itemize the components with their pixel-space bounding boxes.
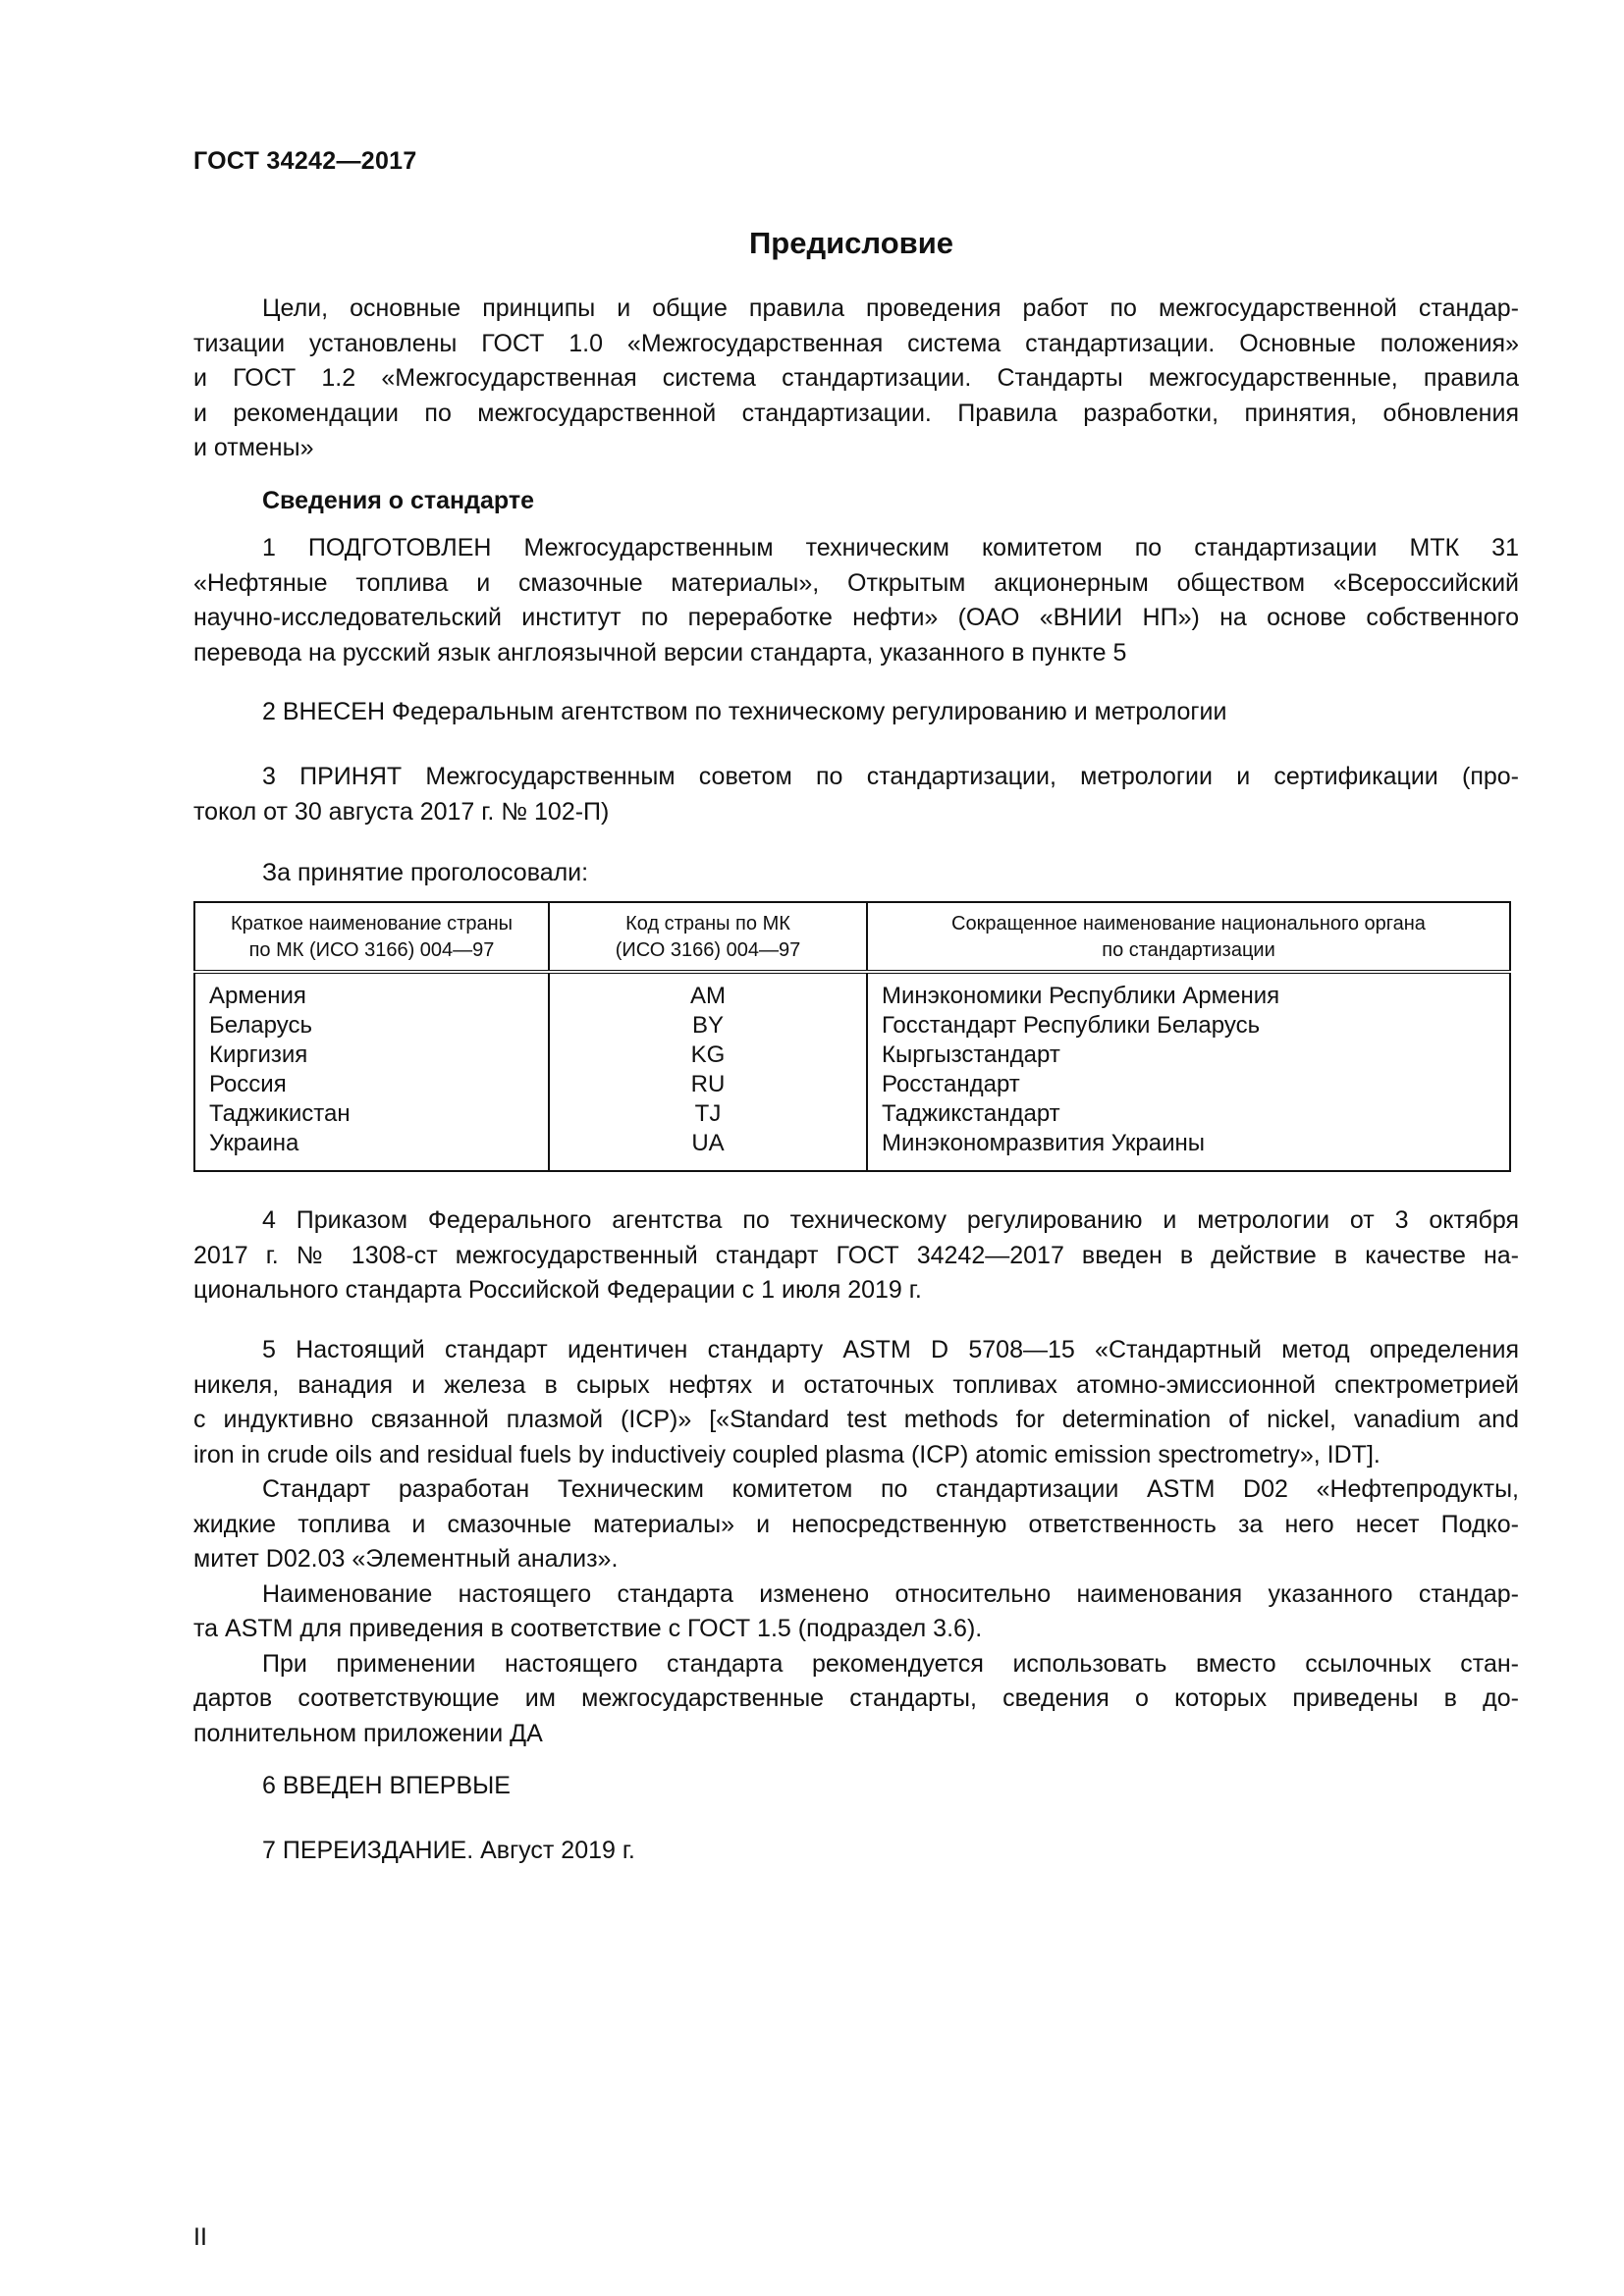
country-cell: Украина bbox=[194, 1129, 549, 1171]
country-cell: Киргизия bbox=[194, 1041, 549, 1070]
votes-intro bbox=[193, 856, 1519, 891]
text-line: iron in crude oils and residual fuels by inductiveiy coupled plasma (ICP) atomic emission spectrometry», IDT]. bbox=[193, 1440, 1380, 1468]
text-line: Наименование настоящего стандарта изменено относительно наименования указанного стандар- bbox=[262, 1579, 1519, 1608]
text-line: токол от 30 августа 2017 г. № 102-П) bbox=[193, 797, 610, 826]
column-header-country: Краткое наименование страны по МК (ИСО 3166) 004—97 bbox=[194, 902, 549, 972]
text-line: никеля, ванадия и железа в сырых нефтях и остаточных топливах атомно-эмиссионной спектрометрией bbox=[193, 1370, 1519, 1399]
column-header-body: Сокращенное наименование национального органа по стандартизации bbox=[867, 902, 1510, 972]
table-row bbox=[194, 1129, 1510, 1171]
text-line: «Нефтяные топлива и смазочные материалы», Открытым акционерным обществом «Всероссийский bbox=[193, 568, 1519, 597]
item-4-paragraph bbox=[193, 1203, 1519, 1308]
text-line: и рекомендации по межгосударственной стандартизации. Правила разработки, принятия, обновления bbox=[193, 399, 1519, 427]
intro-paragraph bbox=[193, 292, 1519, 466]
text-line: та ASTM для приведения в соответствие с ГОСТ 1.5 (подраздел 3.6). bbox=[193, 1615, 983, 1642]
code-cell: KG bbox=[549, 1041, 867, 1070]
table-row bbox=[194, 1011, 1510, 1041]
text-line: 2017 г. № 1308-ст межгосударственный стандарт ГОСТ 34242—2017 введен в действие в качестве на- bbox=[193, 1241, 1519, 1269]
page-number: II bbox=[193, 2223, 207, 2251]
text-line: 3 ПРИНЯТ Межгосударственным советом по стандартизации, метрологии и сертификации (про- bbox=[262, 763, 1519, 790]
country-cell: Беларусь bbox=[194, 1011, 549, 1041]
table-row bbox=[194, 1099, 1510, 1129]
country-cell: Россия bbox=[194, 1070, 549, 1099]
item-3-paragraph bbox=[193, 760, 1519, 829]
body-cell: Росстандарт bbox=[867, 1070, 1510, 1099]
item-6-paragraph bbox=[193, 1769, 1519, 1804]
text-line: 2 ВНЕСЕН Федеральным агентством по техническому регулированию и метрологии bbox=[262, 698, 1227, 725]
table-row bbox=[194, 1041, 1510, 1070]
page-title: Предисловие bbox=[748, 226, 953, 260]
text-line: 5 Настоящий стандарт идентичен стандарту ASTM D 5708—15 «Стандартный метод определения bbox=[262, 1336, 1519, 1363]
code-cell: BY bbox=[549, 1011, 867, 1041]
country-cell: Таджикистан bbox=[194, 1099, 549, 1129]
text-line: ционального стандарта Российской Федерации с 1 июля 2019 г. bbox=[193, 1276, 922, 1304]
text-line: жидкие топлива и смазочные материалы» и непосредственную ответственность за него несет Подко- bbox=[193, 1510, 1519, 1538]
body-cell: Таджикстандарт bbox=[867, 1099, 1510, 1129]
section-subheading: Сведения о стандарте bbox=[262, 487, 535, 514]
table-header-row bbox=[194, 902, 1510, 972]
item-5-paragraph bbox=[193, 1333, 1519, 1751]
text-line: и отмены» bbox=[193, 434, 314, 461]
text-line: полнительном приложении ДА bbox=[193, 1719, 543, 1747]
body-cell: Минэкономразвития Украины bbox=[867, 1129, 1510, 1171]
text-line: При применении настоящего стандарта рекомендуется использовать вместо ссылочных стан- bbox=[262, 1649, 1519, 1678]
document-header: ГОСТ 34242—2017 bbox=[193, 147, 417, 175]
text-line: научно-исследовательский институт по переработке нефти» (ОАО «ВНИИ НП») на основе собственного bbox=[193, 604, 1519, 631]
text-line: с индуктивно связанной плазмой (ICP)» [«Standard test methods for determination of nickel, vanadium and bbox=[193, 1406, 1519, 1433]
code-cell: RU bbox=[549, 1070, 867, 1099]
item-1-paragraph bbox=[193, 531, 1519, 670]
table-row bbox=[194, 1070, 1510, 1099]
text-line: перевода на русский язык англоязычной версии стандарта, указанного в пункте 5 bbox=[193, 638, 1127, 667]
table-row bbox=[194, 972, 1510, 1011]
body-cell: Минэкономики Республики Армения bbox=[867, 972, 1510, 1011]
text-line: митет D02.03 «Элементный анализ». bbox=[193, 1545, 619, 1573]
code-cell: AM bbox=[549, 972, 867, 1011]
body-cell: Госстандарт Республики Беларусь bbox=[867, 1011, 1510, 1041]
text-line: тизации установлены ГОСТ 1.0 «Межгосударственная система стандартизации. Основные положения» bbox=[193, 329, 1519, 357]
text-line: 4 Приказом Федерального агентства по техническому регулированию и метрологии от 3 октября bbox=[262, 1206, 1519, 1234]
body-cell: Кыргызстандарт bbox=[867, 1041, 1510, 1070]
code-cell: UA bbox=[549, 1129, 867, 1171]
code-cell: TJ bbox=[549, 1099, 867, 1129]
text-line: Стандарт разработан Техническим комитетом по стандартизации ASTM D02 «Нефтепродукты, bbox=[262, 1475, 1519, 1503]
text-line: 6 ВВЕДЕН ВПЕРВЫЕ bbox=[262, 1772, 511, 1799]
text-line: За принятие проголосовали: bbox=[262, 859, 589, 886]
country-cell: Армения bbox=[194, 972, 549, 1011]
text-line: 7 ПЕРЕИЗДАНИЕ. Август 2019 г. bbox=[262, 1837, 635, 1864]
text-line: дартов соответствующие им межгосударственные стандарты, сведения о которых приведены в до- bbox=[193, 1684, 1519, 1712]
text-line: 1 ПОДГОТОВЛЕН Межгосударственным техническим комитетом по стандартизации МТК 31 bbox=[262, 534, 1519, 561]
text-line: и ГОСТ 1.2 «Межгосударственная система стандартизации. Стандарты межгосударственные, правила bbox=[193, 364, 1519, 392]
item-2-paragraph bbox=[193, 695, 1519, 730]
column-header-code: Код страны по МК (ИСО 3166) 004—97 bbox=[549, 902, 867, 972]
voting-countries-table bbox=[193, 901, 1511, 1172]
text-line: Цели, основные принципы и общие правила проведения работ по межгосударственной стандар- bbox=[262, 294, 1519, 322]
item-7-paragraph bbox=[193, 1834, 1519, 1869]
